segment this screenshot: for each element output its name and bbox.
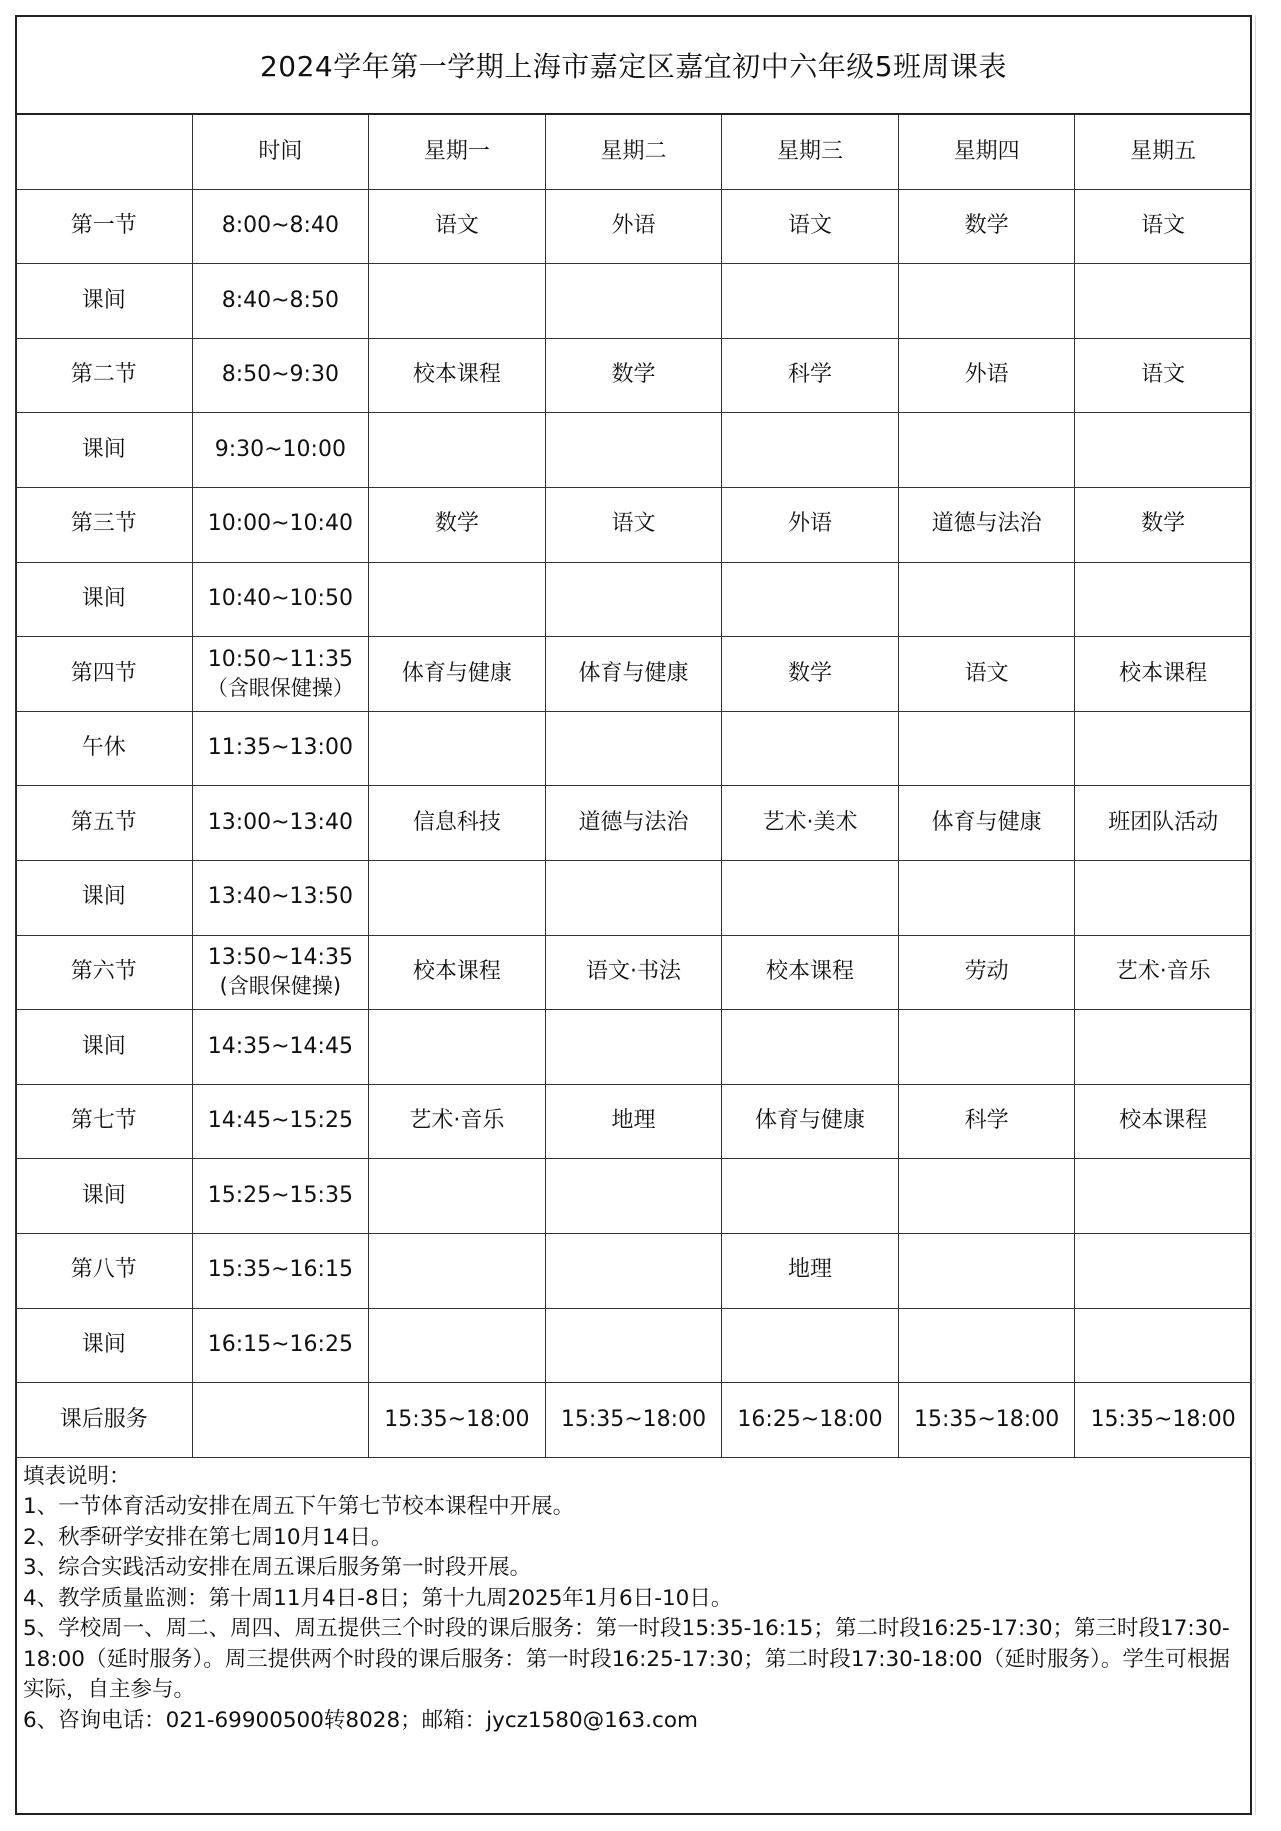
course-cell <box>1075 860 1252 935</box>
course-cell <box>1075 1010 1252 1085</box>
course-cell: 15:35~18:00 <box>369 1383 546 1458</box>
course-cell: 语文 <box>722 189 899 264</box>
period-time-range: 13:40~13:50 <box>207 884 353 910</box>
course-cell <box>1075 711 1252 786</box>
course-cell <box>722 1159 899 1234</box>
course-cell: 语文 <box>1075 189 1252 264</box>
period-label: 课间 <box>16 1308 193 1383</box>
course-cell <box>369 1233 546 1308</box>
course-cell: 外语 <box>545 189 722 264</box>
table-row <box>16 935 1252 1010</box>
period-time <box>192 1010 369 1085</box>
course-cell: 语文·书法 <box>545 935 722 1010</box>
table-row <box>16 1308 1252 1383</box>
course-cell <box>722 1308 899 1383</box>
period-time <box>192 860 369 935</box>
course-cell: 数学 <box>545 338 722 413</box>
timetable-body <box>16 115 1252 1457</box>
table-row <box>16 1010 1252 1085</box>
period-time-range: 15:35~16:15 <box>207 1257 353 1283</box>
course-cell: 道德与法治 <box>545 786 722 861</box>
header-day-fri: 星期五 <box>1075 115 1252 189</box>
period-time-note: （含眼保健操） <box>206 675 354 700</box>
course-cell: 班团队活动 <box>1075 786 1252 861</box>
course-cell <box>898 1233 1075 1308</box>
course-cell: 语文 <box>545 487 722 562</box>
period-time-range: 8:50~9:30 <box>221 362 339 388</box>
note-line: 3、综合实践活动安排在周五课后服务第一时段开展。 <box>23 1555 532 1581</box>
table-row <box>16 264 1252 339</box>
course-cell <box>545 1233 722 1308</box>
period-time <box>192 562 369 637</box>
course-cell: 体育与健康 <box>722 1084 899 1159</box>
course-cell: 语文 <box>369 189 546 264</box>
course-cell <box>722 264 899 339</box>
period-time <box>192 1159 369 1234</box>
course-cell <box>898 711 1075 786</box>
course-cell <box>545 413 722 488</box>
period-label: 第八节 <box>16 1233 193 1308</box>
course-cell <box>722 562 899 637</box>
period-time <box>192 487 369 562</box>
period-label: 午休 <box>16 711 193 786</box>
table-row <box>16 189 1252 264</box>
period-label: 课间 <box>16 860 193 935</box>
course-cell: 艺术·音乐 <box>369 1084 546 1159</box>
course-cell <box>898 860 1075 935</box>
course-cell: 外语 <box>722 487 899 562</box>
table-row <box>16 1383 1252 1458</box>
course-cell <box>898 1010 1075 1085</box>
course-cell <box>369 1308 546 1383</box>
course-cell <box>1075 413 1252 488</box>
period-time-range: 8:00~8:40 <box>221 213 339 239</box>
period-label: 课间 <box>16 413 193 488</box>
course-cell <box>1075 562 1252 637</box>
period-label: 第二节 <box>16 338 193 413</box>
course-cell: 15:35~18:00 <box>1075 1383 1252 1458</box>
course-cell <box>369 562 546 637</box>
period-time <box>192 786 369 861</box>
period-time <box>192 1233 369 1308</box>
period-label: 第四节 <box>16 637 193 712</box>
course-cell <box>545 1010 722 1085</box>
period-label: 第三节 <box>16 487 193 562</box>
course-cell: 外语 <box>898 338 1075 413</box>
sheet-gridline <box>1255 15 1264 1815</box>
notes-section <box>17 1458 1250 1737</box>
table-row <box>16 562 1252 637</box>
period-time-range: 13:00~13:40 <box>207 809 353 835</box>
period-time <box>192 711 369 786</box>
course-cell: 体育与健康 <box>369 637 546 712</box>
course-cell <box>545 1308 722 1383</box>
period-time-range: 8:40~8:50 <box>221 287 339 313</box>
period-time-range: 10:40~10:50 <box>207 586 353 612</box>
course-cell <box>369 860 546 935</box>
course-cell: 数学 <box>369 487 546 562</box>
course-cell <box>898 1159 1075 1234</box>
course-cell <box>898 1308 1075 1383</box>
course-cell <box>1075 1308 1252 1383</box>
course-cell: 科学 <box>898 1084 1075 1159</box>
period-label: 第一节 <box>16 189 193 264</box>
table-row <box>16 413 1252 488</box>
period-time <box>192 637 369 712</box>
period-time <box>192 413 369 488</box>
course-cell: 艺术·美术 <box>722 786 899 861</box>
period-time-range: 10:50~11:35 <box>207 647 353 672</box>
header-day-thu: 星期四 <box>898 115 1075 189</box>
period-time-range: 10:00~10:40 <box>207 511 353 537</box>
course-cell: 校本课程 <box>369 338 546 413</box>
period-time-range: 14:35~14:45 <box>207 1033 353 1059</box>
period-label: 课后服务 <box>16 1383 193 1458</box>
course-cell <box>369 413 546 488</box>
course-cell: 艺术·音乐 <box>1075 935 1252 1010</box>
table-row <box>16 1084 1252 1159</box>
course-cell <box>1075 1233 1252 1308</box>
course-cell: 地理 <box>545 1084 722 1159</box>
timetable-sheet <box>15 15 1252 1815</box>
period-time <box>192 935 369 1010</box>
period-time-range: 11:35~13:00 <box>207 735 353 761</box>
course-cell: 信息科技 <box>369 786 546 861</box>
course-cell <box>369 264 546 339</box>
note-line: 6、咨询电话：021-69900500转8028；邮箱：jycz1580@163.com <box>23 1707 698 1733</box>
header-day-mon: 星期一 <box>369 115 546 189</box>
header-blank-cell <box>16 115 193 189</box>
course-cell: 数学 <box>722 637 899 712</box>
table-row <box>16 487 1252 562</box>
course-cell: 地理 <box>722 1233 899 1308</box>
course-cell: 校本课程 <box>1075 637 1252 712</box>
period-time-range: 13:50~14:35 <box>207 945 353 971</box>
course-cell: 校本课程 <box>369 935 546 1010</box>
note-line: 2、秋季研学安排在第七周10月14日。 <box>23 1524 393 1550</box>
course-cell <box>545 264 722 339</box>
course-cell: 15:35~18:00 <box>898 1383 1075 1458</box>
period-label: 第六节 <box>16 935 193 1010</box>
course-cell <box>1075 1159 1252 1234</box>
course-cell: 15:35~18:00 <box>545 1383 722 1458</box>
header-day-tue: 星期二 <box>545 115 722 189</box>
course-cell: 16:25~18:00 <box>722 1383 899 1458</box>
course-cell <box>898 413 1075 488</box>
course-cell: 语文 <box>898 637 1075 712</box>
course-cell <box>545 711 722 786</box>
period-time <box>192 1308 369 1383</box>
course-cell: 数学 <box>898 189 1075 264</box>
course-cell <box>369 1159 546 1234</box>
period-label: 课间 <box>16 1010 193 1085</box>
table-row <box>16 1233 1252 1308</box>
period-time-range: 14:45~15:25 <box>207 1108 353 1134</box>
period-label: 第七节 <box>16 1084 193 1159</box>
course-cell: 体育与健康 <box>898 786 1075 861</box>
course-cell <box>369 711 546 786</box>
period-time-range: 9:30~10:00 <box>214 436 346 462</box>
timetable <box>15 115 1252 1458</box>
note-line: 5、学校周一、周二、周四、周五提供三个时段的课后服务：第一时段15:35-16:15；第二时段16:25-17:30；第三时段17:30-18:00（延时服务）。周三提供两个时段的课后服务：第一时段16:25-17:30；第二时段17:30-18:00（延时服务）。学生可根据实际，自主参与。 <box>23 1616 1230 1703</box>
course-cell <box>898 264 1075 339</box>
table-row <box>16 860 1252 935</box>
page-title: 2024学年第一学期上海市嘉定区嘉宜初中六年级5班周课表 <box>17 17 1250 115</box>
period-time <box>192 189 369 264</box>
header-day-wed: 星期三 <box>722 115 899 189</box>
notes-heading: 填表说明： <box>23 1463 131 1489</box>
period-label: 课间 <box>16 562 193 637</box>
course-cell <box>545 1159 722 1234</box>
table-row <box>16 1159 1252 1234</box>
course-cell: 校本课程 <box>1075 1084 1252 1159</box>
course-cell: 科学 <box>722 338 899 413</box>
course-cell <box>545 860 722 935</box>
course-cell <box>545 562 722 637</box>
period-label: 课间 <box>16 264 193 339</box>
note-line: 1、一节体育活动安排在周五下午第七节校本课程中开展。 <box>23 1494 575 1520</box>
course-cell: 体育与健康 <box>545 637 722 712</box>
course-cell <box>722 860 899 935</box>
header-time: 时间 <box>192 115 369 189</box>
table-row <box>16 637 1252 712</box>
period-time-note: (含眼保健操) <box>219 973 342 998</box>
header-row <box>16 115 1252 189</box>
period-time <box>192 264 369 339</box>
period-time-range: 16:15~16:25 <box>207 1332 353 1357</box>
course-cell <box>722 413 899 488</box>
course-cell <box>369 1010 546 1085</box>
course-cell <box>722 1010 899 1085</box>
course-cell <box>898 562 1075 637</box>
period-time <box>192 1084 369 1159</box>
course-cell: 数学 <box>1075 487 1252 562</box>
course-cell: 道德与法治 <box>898 487 1075 562</box>
period-time-range: 15:25~15:35 <box>207 1182 353 1208</box>
note-line: 4、教学质量监测：第十周11月4日-8日；第十九周2025年1月6日-10日。 <box>23 1585 733 1611</box>
course-cell <box>1075 264 1252 339</box>
course-cell: 语文 <box>1075 338 1252 413</box>
course-cell: 校本课程 <box>722 935 899 1010</box>
period-label: 第五节 <box>16 786 193 861</box>
table-row <box>16 786 1252 861</box>
course-cell: 劳动 <box>898 935 1075 1010</box>
table-row <box>16 711 1252 786</box>
period-time <box>192 338 369 413</box>
period-label: 课间 <box>16 1159 193 1234</box>
table-row <box>16 338 1252 413</box>
course-cell <box>722 711 899 786</box>
period-time <box>192 1383 369 1458</box>
